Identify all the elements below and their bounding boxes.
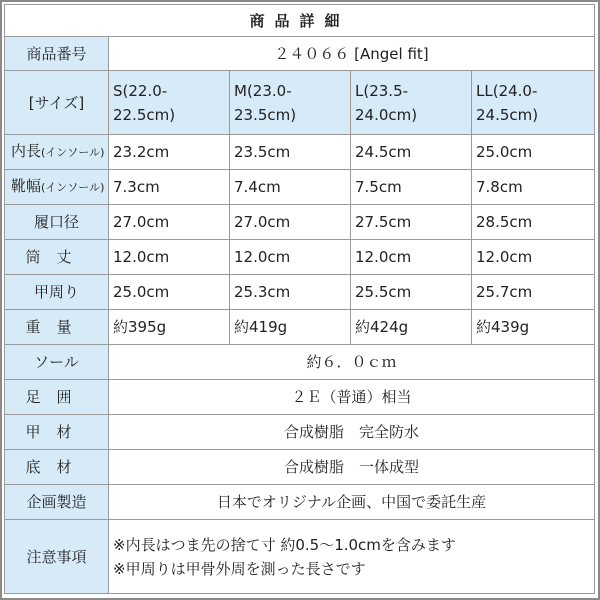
title-row — [5, 5, 595, 37]
value-upper-material: 合成樹脂 完全防水 — [109, 415, 595, 450]
insole-length-l: 24.5cm — [351, 135, 472, 170]
instep-m: 25.3cm — [230, 275, 351, 310]
label-sizes: [サイズ] — [5, 71, 109, 135]
shaft-s: 12.0cm — [109, 240, 230, 275]
product-details-table — [4, 4, 595, 594]
insole-width-ll: 7.8cm — [472, 170, 595, 205]
value-bottom-material: 合成樹脂 一体成型 — [109, 450, 595, 485]
weight-ll: 約439g — [472, 310, 595, 345]
row-shaft — [5, 240, 595, 275]
row-product-number — [5, 37, 595, 71]
row-weight — [5, 310, 595, 345]
label-product-number: 商品番号 — [5, 37, 109, 71]
row-upper-material — [5, 415, 595, 450]
row-manufacturing — [5, 485, 595, 520]
opening-ll: 28.5cm — [472, 205, 595, 240]
label-insole-length — [5, 135, 109, 170]
instep-l: 25.5cm — [351, 275, 472, 310]
insole-length-m: 23.5cm — [230, 135, 351, 170]
row-opening — [5, 205, 595, 240]
weight-s: 約395g — [109, 310, 230, 345]
shaft-l: 12.0cm — [351, 240, 472, 275]
label-width-fit: 足囲 — [5, 380, 109, 415]
row-width-fit — [5, 380, 595, 415]
row-insole-width — [5, 170, 595, 205]
row-sole — [5, 345, 595, 380]
note-line-1: ※内長はつま先の捨て寸 約0.5～1.0cmを含みます — [113, 535, 456, 554]
value-product-number: ２４０６６ [Angel fit] — [109, 37, 595, 71]
instep-ll: 25.7cm — [472, 275, 595, 310]
label-opening: 履口径 — [5, 205, 109, 240]
opening-s: 27.0cm — [109, 205, 230, 240]
weight-l: 約424g — [351, 310, 472, 345]
value-manufacturing: 日本でオリジナル企画、中国で委託生産 — [109, 485, 595, 520]
insole-width-s: 7.3cm — [109, 170, 230, 205]
label-sole: ソール — [5, 345, 109, 380]
label-notes: 注意事項 — [5, 520, 109, 594]
size-ll: LL(24.0-24.5cm) — [472, 71, 595, 135]
value-notes — [109, 520, 595, 594]
row-bottom-material — [5, 450, 595, 485]
size-l: L(23.5-24.0cm) — [351, 71, 472, 135]
size-s: S(22.0-22.5cm) — [109, 71, 230, 135]
label-weight: 重量 — [5, 310, 109, 345]
weight-m: 約419g — [230, 310, 351, 345]
label-manufacturing: 企画製造 — [5, 485, 109, 520]
label-insole-length-main: 内長 — [11, 142, 42, 160]
label-insole-width-main: 靴幅 — [11, 177, 42, 195]
label-insole-length-paren: (インソール) — [41, 146, 105, 159]
instep-s: 25.0cm — [109, 275, 230, 310]
value-sole: 約６．０ｃｍ — [109, 345, 595, 380]
insole-length-ll: 25.0cm — [472, 135, 595, 170]
opening-l: 27.5cm — [351, 205, 472, 240]
value-width-fit: ２Ｅ（普通）相当 — [109, 380, 595, 415]
insole-length-s: 23.2cm — [109, 135, 230, 170]
insole-width-m: 7.4cm — [230, 170, 351, 205]
label-shaft: 筒丈 — [5, 240, 109, 275]
row-insole-length — [5, 135, 595, 170]
insole-width-l: 7.5cm — [351, 170, 472, 205]
opening-m: 27.0cm — [230, 205, 351, 240]
row-instep — [5, 275, 595, 310]
shaft-ll: 12.0cm — [472, 240, 595, 275]
size-m: M(23.0-23.5cm) — [230, 71, 351, 135]
label-instep: 甲周り — [5, 275, 109, 310]
table-title: 商品詳細 — [5, 5, 595, 37]
label-insole-width — [5, 170, 109, 205]
label-upper-material: 甲材 — [5, 415, 109, 450]
label-insole-width-paren: (インソール) — [41, 181, 105, 194]
note-line-2: ※甲周りは甲骨外周を測った長さです — [113, 559, 366, 578]
shaft-m: 12.0cm — [230, 240, 351, 275]
row-sizes — [5, 71, 595, 135]
label-bottom-material: 底材 — [5, 450, 109, 485]
row-notes — [5, 520, 595, 594]
